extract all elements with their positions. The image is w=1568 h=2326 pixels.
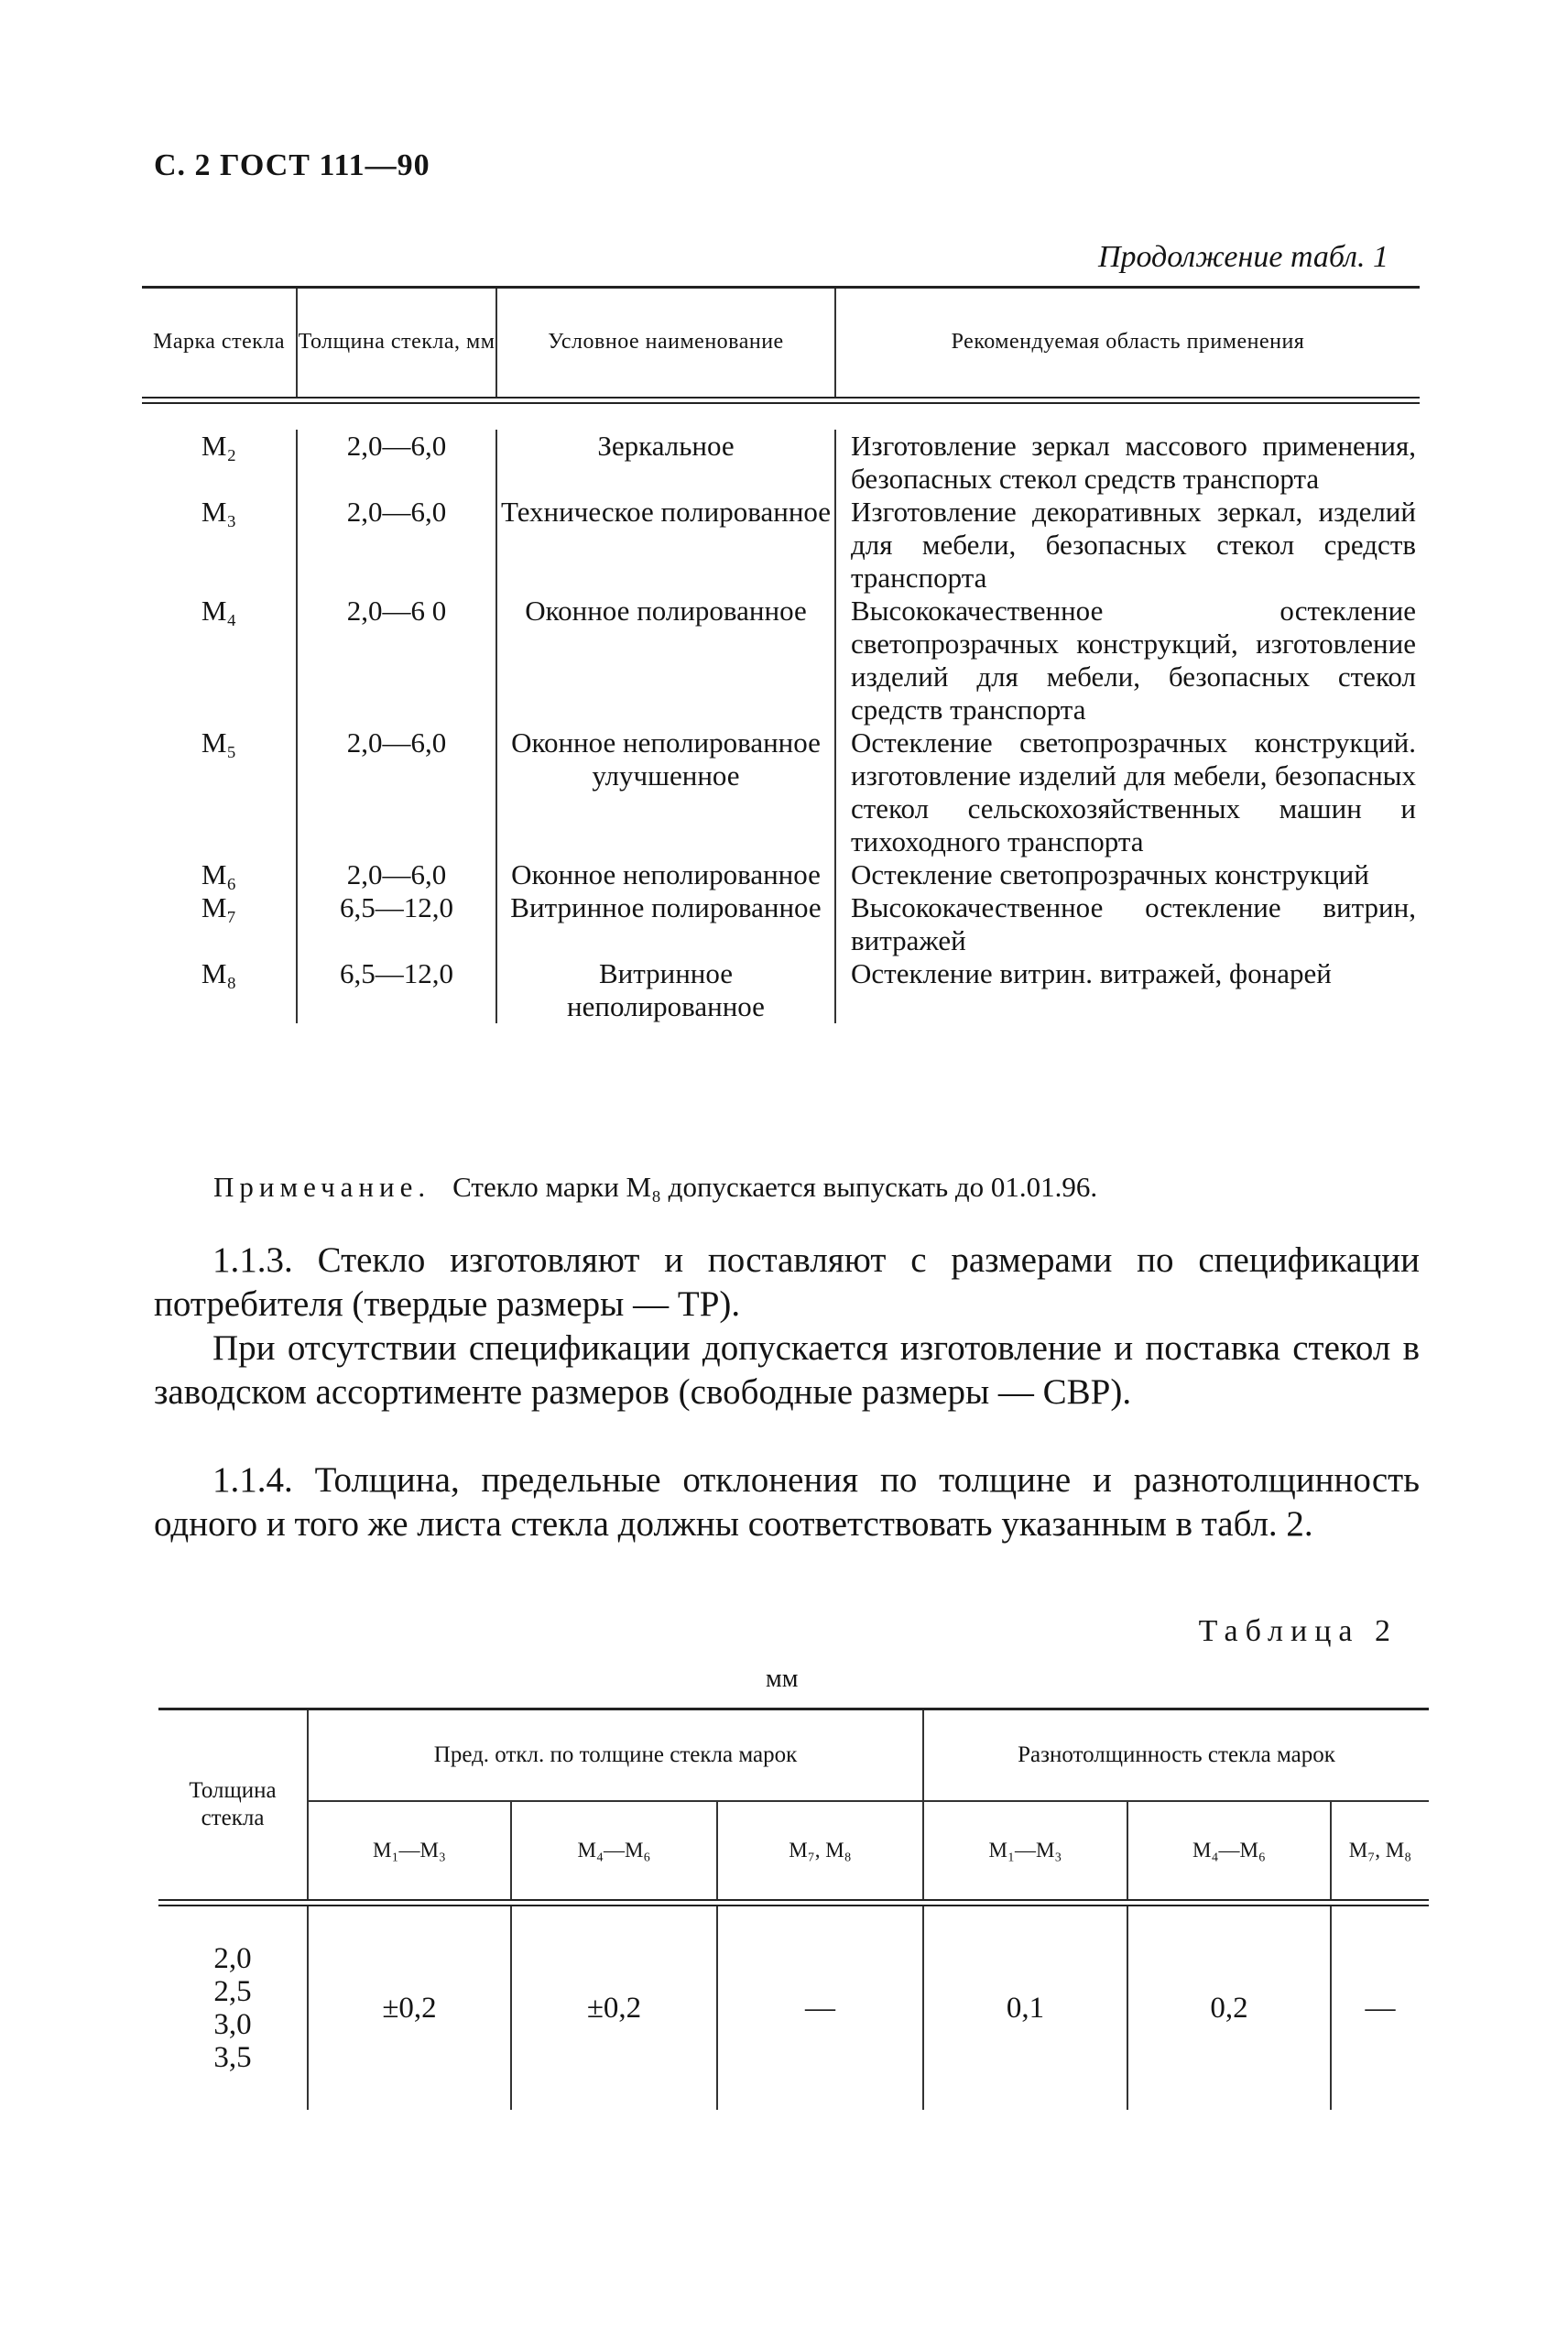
cell-thickness: 6,5—12,0	[296, 957, 495, 1023]
table-1-body	[142, 404, 1420, 1023]
cell-name: Витринное неполированное	[495, 957, 834, 1023]
table-2-header	[158, 1710, 1429, 1899]
thickness-value: 2,5	[213, 1975, 252, 2008]
cell-application: Высококачественное остекление светопрозрачных конструкций, изготовление изделий для мебели, безопасных стекол средств транспорта	[834, 595, 1420, 726]
cell-name: Техническое полированное	[495, 496, 834, 595]
cell-application: Высококачественное остекление витрин, витражей	[834, 891, 1420, 957]
cell-name: Витринное полированное	[495, 891, 834, 957]
note-text: Стекло марки М₈ допускается выпускать до 01.01.96.	[452, 1171, 1098, 1203]
cell-thickness: 2,0—6,0	[296, 430, 495, 496]
paragraph-1-1-3: 1.1.3. Стекло изготовляют и поставляют с размерами по спецификации потребителя (твердые размеры — ТР).	[154, 1240, 1420, 1324]
cell-thickness: 2,0—6,0	[296, 858, 495, 891]
subcol-header: М₁—М₃	[307, 1802, 510, 1899]
cell-mark: М₂	[201, 430, 237, 462]
table-2	[158, 1708, 1429, 2110]
subcol-header: М₁—М₃	[922, 1802, 1127, 1899]
paragraph-free-sizes: При отсутствии спецификации допускается изготовление и поставка стекол в заводском ассортименте размеров (свободные размеры — СВР).	[154, 1328, 1420, 1412]
col-header-thickness: Толщина стекла, мм	[296, 289, 495, 397]
group-header-variation: Разнотолщинность стекла марок	[922, 1710, 1429, 1802]
table-note	[213, 1171, 1097, 1204]
cell-value: 0,2	[1127, 1906, 1330, 2110]
cell-application: Изготовление декоративных зеркал, изделий для мебели, безопасных стекол средств транспорта	[834, 496, 1420, 595]
cell-name: Зеркальное	[495, 430, 834, 496]
col-header-thickness: Толщина стекла	[189, 1778, 277, 1830]
cell-application: Изготовление зеркал массового применения, безопасных стекол средств транспорта	[834, 430, 1420, 496]
cell-application: Остекление светопрозрачных конструкций	[834, 858, 1420, 891]
col-header-name: Условное наименование	[495, 289, 834, 397]
cell-mark: М₈	[201, 957, 237, 989]
cell-value: —	[1330, 1906, 1429, 2110]
thickness-value: 2,0	[213, 1942, 252, 1975]
cell-application: Остекление витрин. витражей, фонарей	[834, 957, 1420, 1023]
note-label: Примечание.	[213, 1171, 431, 1203]
cell-mark: М₄	[201, 595, 237, 627]
cell-thickness: 2,0—6 0	[296, 595, 495, 726]
subcol-header: М₇, М₈	[716, 1802, 922, 1899]
subcol-header: М₄—М₆	[1127, 1802, 1330, 1899]
cell-value: —	[716, 1906, 922, 2110]
subcol-header: М₇, М₈	[1330, 1802, 1429, 1899]
cell-value: 0,1	[922, 1906, 1127, 2110]
table-2-body	[158, 1906, 1429, 2110]
cell-mark: М₃	[201, 496, 237, 528]
thickness-list	[158, 1906, 307, 2110]
table-1-header	[142, 289, 1420, 397]
subcol-header: М₄—М₆	[510, 1802, 716, 1899]
cell-thickness: 2,0—6,0	[296, 726, 495, 858]
cell-mark: М₅	[201, 726, 237, 759]
thickness-value: 3,5	[213, 2041, 252, 2074]
cell-thickness: 6,5—12,0	[296, 891, 495, 957]
thickness-value: 3,0	[213, 2008, 252, 2041]
paragraph-1-1-4: 1.1.4. Толщина, предельные отклонения по толщине и разнотолщинность одного и того же листа стекла должны соответствовать указанным в табл. 2.	[154, 1460, 1420, 1544]
cell-application: Остекление светопрозрачных конструкций. изготовление изделий для мебели, безопасных стекол сельскохозяйственных машин и тихоходного транспорта	[834, 726, 1420, 858]
cell-mark: М₆	[201, 858, 237, 890]
table-1	[142, 286, 1420, 1023]
col-header-application: Рекомендуемая область применения	[834, 289, 1420, 397]
cell-thickness: 2,0—6,0	[296, 496, 495, 595]
cell-name: Оконное полированное	[495, 595, 834, 726]
header-divider	[142, 397, 1420, 404]
cell-value: ±0,2	[510, 1906, 716, 2110]
cell-name: Оконное неполированное	[495, 858, 834, 891]
table-2-header-divider	[158, 1899, 1429, 1906]
cell-value: ±0,2	[307, 1906, 510, 2110]
cell-mark: М₇	[201, 891, 237, 923]
table-2-title: Таблица 2	[1198, 1614, 1398, 1648]
group-header-deviation: Пред. откл. по толщине стекла марок	[307, 1710, 922, 1802]
table-2-unit: мм	[766, 1665, 799, 1693]
table-continuation-label: Продолжение табл. 1	[1097, 240, 1388, 274]
col-header-mark: Марка стекла	[152, 330, 286, 355]
cell-name: Оконное неполированное улучшенное	[495, 726, 834, 858]
page-header: С. 2 ГОСТ 111—90	[154, 148, 430, 182]
